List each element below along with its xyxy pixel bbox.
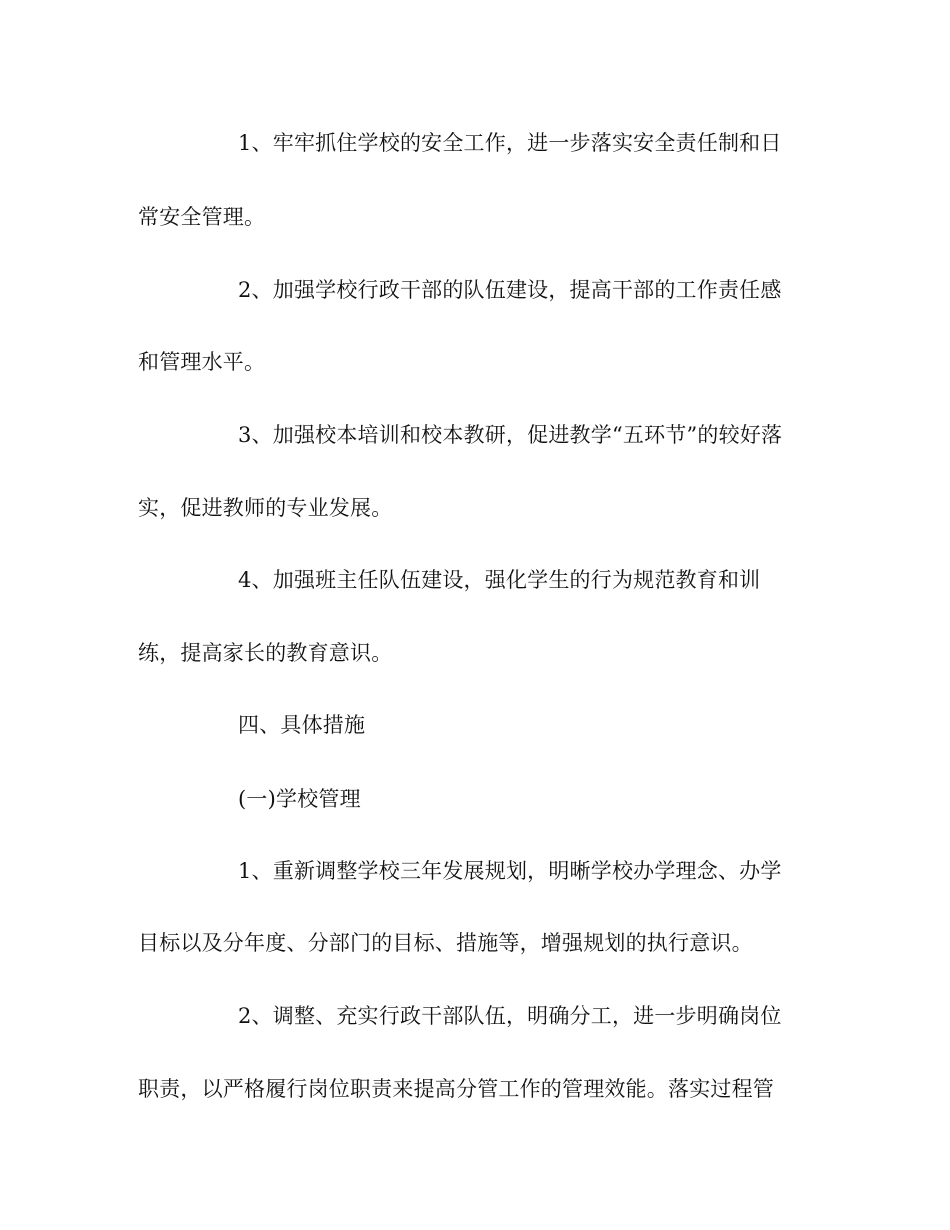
paragraph-6-line-2: 职责，以严格履行岗位职责来提高分管工作的管理效能。落实过程管 <box>138 1077 774 1101</box>
paragraph-3-line-2: 实，促进教师的专业发展。 <box>138 496 393 520</box>
paragraph-2-line-2: 和管理水平。 <box>138 350 266 374</box>
paragraph-5-line-2: 目标以及分年度、分部门的目标、措施等，增强规划的执行意识。 <box>138 931 753 955</box>
paragraph-6-line-1: 2、调整、充实行政干部队伍，明确分工，进一步明确岗位 <box>238 1004 782 1028</box>
subsection-heading: (一)学校管理 <box>238 787 361 811</box>
paragraph-1-line-2: 常安全管理。 <box>138 205 266 229</box>
paragraph-4-line-1: 4、加强班主任队伍建设，强化学生的行为规范教育和训 <box>238 568 761 592</box>
paragraph-5-line-1: 1、重新调整学校三年发展规划，明晰学校办学理念、办学 <box>238 859 782 883</box>
paragraph-2-line-1: 2、加强学校行政干部的队伍建设，提高干部的工作责任感 <box>238 278 782 302</box>
paragraph-4-line-2: 练，提高家长的教育意识。 <box>138 641 393 665</box>
paragraph-3-line-1: 3、加强校本培训和校本教研，促进教学“五环节”的较好落 <box>238 423 783 447</box>
section-heading: 四、具体措施 <box>238 713 366 737</box>
paragraph-1-line-1: 1、牢牢抓住学校的安全工作，进一步落实安全责任制和日 <box>238 131 782 155</box>
